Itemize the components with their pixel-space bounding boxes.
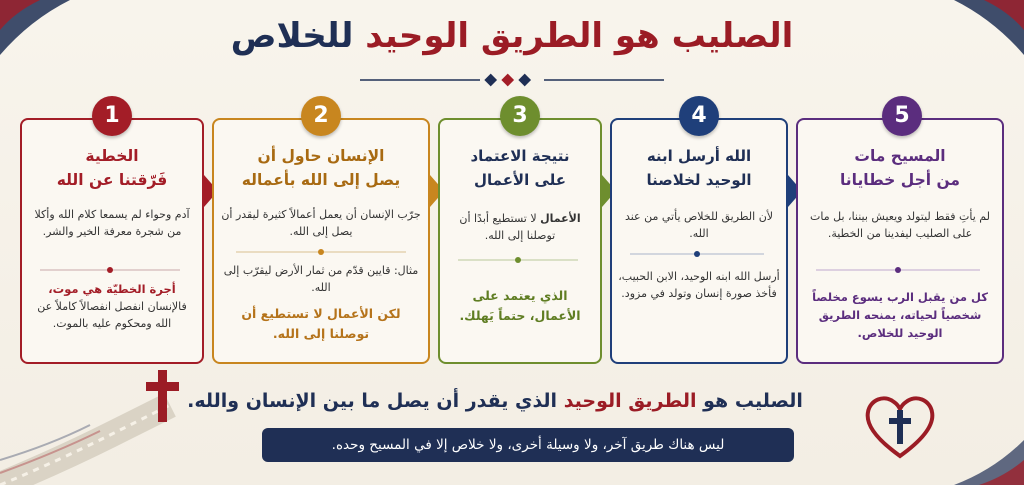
step-3-body-text: لا تستطيع أبدًا أن توصلنا إلى الله. (459, 212, 556, 242)
step-3-separator (458, 256, 578, 264)
step-2-note: لكن الأعمال لا تستطيع أن توصلنا إلى الله. (241, 306, 401, 341)
cross-path-icon (0, 365, 230, 485)
step-4-body-2: أرسل الله ابنه الوحيد، الابن الحبيب، فأخذ صورة إنسان وتولد في مزود. (618, 270, 780, 300)
page-title (0, 14, 1024, 58)
step-2-heading (214, 144, 428, 192)
step-1-heading-line-2: فَرّقتنا عن الله (56, 171, 168, 189)
step-5-heading-line-2: من أجل خطايانا (839, 171, 961, 189)
step-1-note (28, 280, 196, 332)
step-badge-5: 5 (882, 96, 922, 136)
step-5-heading (798, 144, 1002, 192)
title-part-1: الصليب هو (603, 16, 794, 56)
step-1-heading (22, 144, 202, 192)
title-part-2: الطريق الوحيد (365, 16, 603, 56)
step-5-heading-line-1: المسيح مات (854, 147, 946, 165)
step-2-heading-line-1: الإنسان حاول أن (257, 147, 385, 165)
step-1-body: آدم وحواء لم يسمعا كلام الله وأكلا من شجرة معرفة الخير والشر. (34, 208, 190, 238)
step-4-heading-line-2: الوحيد لخلاصنا (646, 171, 752, 189)
step-2-heading-line-2: يصل إلى الله بأعماله (241, 171, 401, 189)
step-4-heading-line-1: الله أرسل ابنه (646, 147, 752, 165)
step-card-3 (438, 118, 602, 364)
step-4-separator (630, 250, 764, 258)
step-badge-4: 4 (679, 96, 719, 136)
step-2-example: مثال: قايين قدّم من ثمار الأرض ليقرّب إلى الله. (223, 264, 419, 294)
title-part-3: للخلاص (230, 16, 366, 56)
step-4-heading (612, 144, 786, 192)
step-card-1 (20, 118, 204, 364)
corner-decoration-bottom-right (954, 435, 1024, 485)
conclusion-banner: ليس هناك طريق آخر، ولا وسيلة أخرى، ولا خلاص إلا في المسيح وحده. (262, 428, 794, 462)
step-card-5 (796, 118, 1004, 364)
step-2-separator (236, 248, 406, 256)
step-3-heading-line-2: على الأعمال (473, 171, 567, 189)
step-3-note: الذي يعتمد على الأعمال، حتماً يَهلك. (459, 288, 581, 323)
title-divider (0, 72, 1024, 88)
main-statement (150, 390, 840, 412)
statement-part-2: الطريق الوحيد (563, 390, 697, 412)
step-badge-1: 1 (92, 96, 132, 136)
step-3-body-bold: الأعمال (540, 212, 581, 225)
step-3-body (446, 210, 594, 244)
step-1-separator (40, 266, 180, 274)
step-1-heading-line-1: الخطية (85, 147, 139, 165)
step-card-2 (212, 118, 430, 364)
step-1-note-line-1: أجرة الخطيّة هي موت، (48, 282, 176, 296)
step-badge-2: 2 (301, 96, 341, 136)
statement-part-3: الذي يقدر أن يصل ما بين الإنسان والله. (187, 390, 564, 412)
step-card-4 (610, 118, 788, 364)
heart-cross-icon (862, 392, 938, 462)
step-3-heading-line-1: نتيجة الاعتماد (470, 147, 570, 165)
step-3-heading (440, 144, 600, 192)
statement-part-1: الصليب هو (696, 390, 803, 412)
step-2-body: جرّب الإنسان أن يعمل أعمالاً كثيرة ليقدر أن يصل إلى الله. (221, 208, 421, 238)
step-1-note-rest: فالإنسان انفصل انفصالاً كاملاً عن الله ومحكوم عليه بالموت. (37, 300, 187, 330)
step-5-separator (816, 266, 980, 274)
step-5-body: لم يأتِ فقط ليتولد ويعيش بيننا، بل مات على الصليب ليفدينا من الخطية. (810, 210, 990, 240)
step-badge-3: 3 (500, 96, 540, 136)
step-5-note: كل من يقبل الرب يسوع مخلصاً شخصياً لحياته، يمنحه الطريق الوحيد للخلاص. (812, 290, 988, 340)
step-4-body: لأن الطريق للخلاص يأتي من عند الله. (624, 210, 774, 240)
